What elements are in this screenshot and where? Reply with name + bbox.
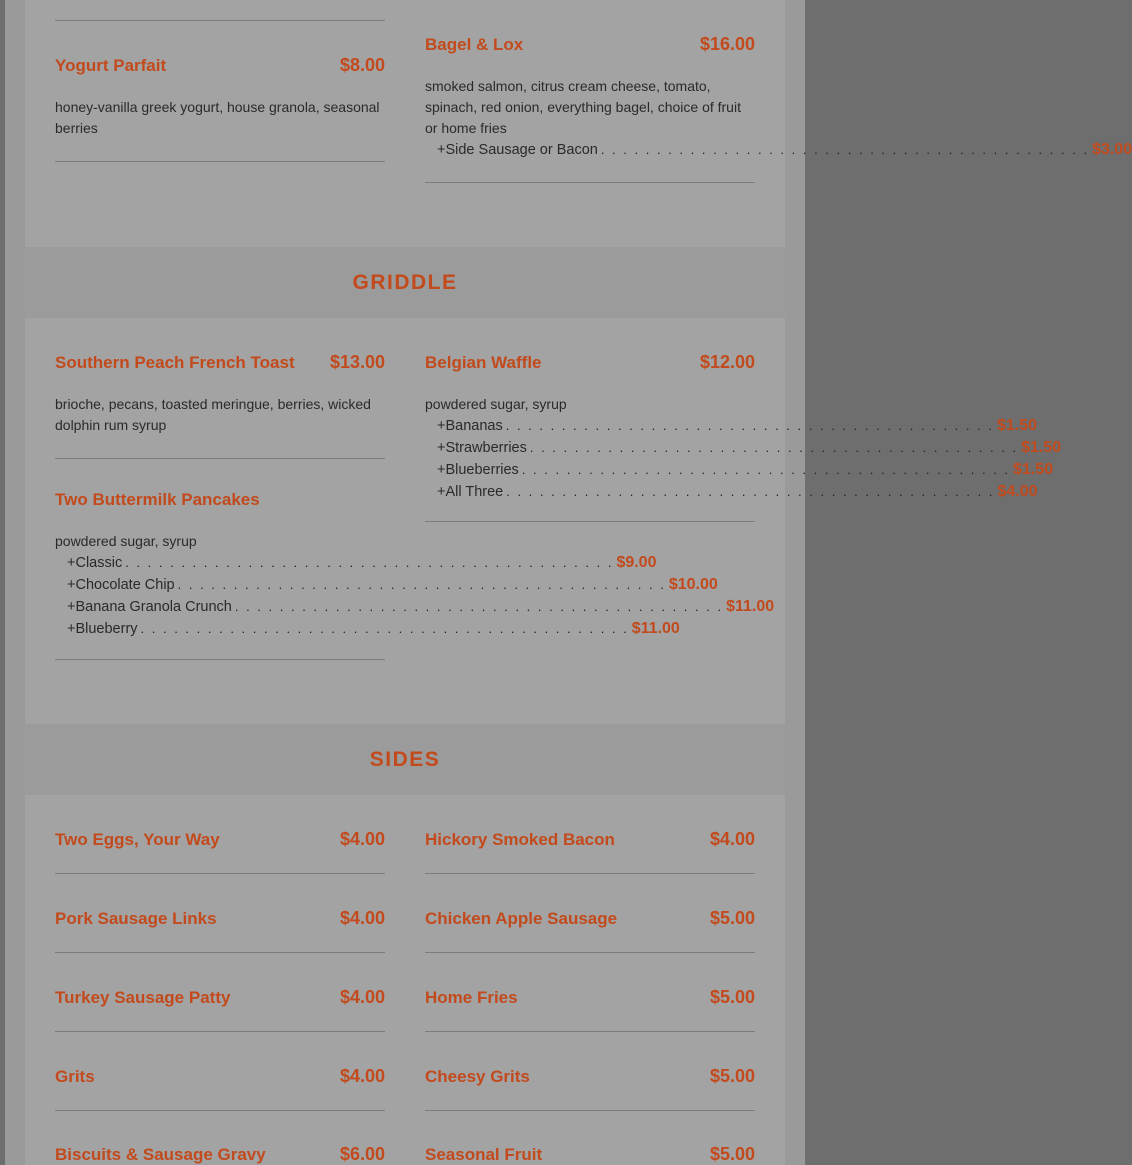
addon-price: $11.00 [726,598,775,615]
divider [55,952,385,953]
item-price: $4.00 [709,829,755,849]
item-description: brioche, pecans, toasted meringue, berries, wicked dolphin rum syrup [55,396,371,433]
addon-price: $10.00 [668,576,718,593]
divider [425,182,755,183]
divider [425,1110,755,1111]
item-price: $4.00 [339,1066,385,1086]
addon-label: Classic [75,555,123,571]
divider [55,20,385,21]
item-name: Southern Peach French Toast [55,353,295,372]
item-price: $5.00 [709,908,755,928]
divider [55,1031,385,1032]
menu-item-bagel-lox[interactable] [425,34,1132,161]
item-price: $12.00 [699,352,755,372]
menu-item-french-toast[interactable] [55,352,385,436]
item-price: $4.00 [339,829,385,849]
menu-item-belgian-waffle[interactable] [425,352,1062,503]
item-name: Two Eggs, Your Way [55,830,220,849]
menu-item-side[interactable] [55,1066,385,1087]
item-name: Cheesy Grits [425,1067,530,1086]
item-description: powdered sugar, syrup [425,396,567,412]
menu-item-side[interactable] [425,829,755,850]
addon-row [425,415,1037,437]
item-price: $8.00 [339,55,385,75]
divider [55,161,385,162]
addon-price: $1.50 [996,417,1037,434]
addon-row [425,459,1054,481]
plus-icon: + [67,599,76,615]
item-price: $6.00 [339,1144,385,1164]
item-price: $4.00 [339,908,385,928]
item-name: Chicken Apple Sausage [425,909,618,928]
divider [55,458,385,459]
addon-price: $3.00 [1092,141,1132,158]
plus-icon: + [437,418,446,434]
item-name: Bagel & Lox [425,35,524,54]
item-name: Home Fries [425,988,518,1007]
divider [425,1031,755,1032]
dot-leader: . . . . . . . . . . . . . . . . . . . . . . . . . . . . . . . . . . . . . . . . . . . . [529,440,1019,455]
plus-icon: + [437,440,446,456]
plus-icon: + [437,462,446,478]
item-name: Turkey Sausage Patty [55,988,231,1007]
item-description: smoked salmon, citrus cream cheese, tomato, spinach, red onion, everything bagel, choice of fruit or home fries [425,78,741,136]
menu-item-side[interactable] [425,908,755,929]
menu-item-side[interactable] [55,987,385,1008]
item-name: Yogurt Parfait [55,56,167,75]
menu-item-side[interactable] [425,1144,755,1165]
menu-item-side[interactable] [55,1144,385,1165]
addon-row [55,618,680,640]
addon-label: Side Sausage or Bacon [445,142,598,158]
menu-item-yogurt-parfait[interactable] [55,55,385,139]
item-price: $5.00 [709,1144,755,1164]
item-price: $5.00 [709,1066,755,1086]
top-section [25,0,1132,247]
divider [55,659,385,660]
addon-row [425,139,1132,161]
item-price: $16.00 [699,34,755,54]
addon-label: All Three [445,484,504,500]
addon-label: Banana Granola Crunch [75,599,232,615]
menu-item-side[interactable] [55,829,385,850]
addon-price: $9.00 [616,554,657,571]
dot-leader: . . . . . . . . . . . . . . . . . . . . . . . . . . . . . . . . . . . . . . . . . . . . [140,621,629,636]
item-name: Hickory Smoked Bacon [425,830,615,849]
addon-label: Bananas [445,418,503,434]
divider [425,952,755,953]
dot-leader: . . . . . . . . . . . . . . . . . . . . . . . . . . . . . . . . . . . . . . . . . . . . [125,555,614,570]
addon-price: $11.00 [631,620,680,637]
plus-icon: + [67,555,76,571]
dot-leader: . . . . . . . . . . . . . . . . . . . . . . . . . . . . . . . . . . . . . . . . . . . . [600,142,1090,157]
menu-item-side[interactable] [425,1066,755,1087]
addon-price: $1.50 [1021,439,1062,456]
item-name: Biscuits & Sausage Gravy [55,1145,266,1164]
sides-section [25,795,785,1165]
griddle-section [25,318,1062,724]
section-title: SIDES [369,747,441,771]
addon-label: Strawberries [445,440,527,456]
dot-leader: . . . . . . . . . . . . . . . . . . . . . . . . . . . . . . . . . . . . . . . . . . . . [506,484,995,499]
dot-leader: . . . . . . . . . . . . . . . . . . . . . . . . . . . . . . . . . . . . . . . . . . . . [234,599,724,614]
divider [425,873,755,874]
dot-leader: . . . . . . . . . . . . . . . . . . . . . . . . . . . . . . . . . . . . . . . . . . . . [505,418,994,433]
addon-row [425,437,1062,459]
addon-row [55,552,657,574]
item-description: honey-vanilla greek yogurt, house granola, seasonal berries [55,99,380,136]
addon-row [55,574,718,596]
item-price: $13.00 [329,352,385,372]
plus-icon: + [437,484,446,500]
section-title: GRIDDLE [352,270,458,294]
addon-price: $1.50 [1013,461,1054,478]
addon-label: Chocolate Chip [75,577,175,593]
item-name: Pork Sausage Links [55,909,217,928]
item-name: Grits [55,1067,95,1086]
addon-price: $4.00 [997,483,1038,500]
plus-icon: + [67,577,76,593]
addon-row [55,596,775,618]
divider [55,1110,385,1111]
item-description: powdered sugar, syrup [55,533,197,549]
divider [55,873,385,874]
item-price: $4.00 [339,987,385,1007]
item-name: Seasonal Fruit [425,1145,543,1164]
section-header-sides [25,724,785,795]
plus-icon: + [437,142,446,158]
menu-item-side[interactable] [425,987,755,1008]
addon-label: Blueberry [75,621,138,637]
menu-item-side[interactable] [55,908,385,929]
item-name: Belgian Waffle [425,353,542,372]
dot-leader: . . . . . . . . . . . . . . . . . . . . . . . . . . . . . . . . . . . . . . . . . . . . [177,577,666,592]
divider [425,521,755,522]
item-name: Two Buttermilk Pancakes [55,490,260,509]
addon-label: Blueberries [445,462,519,478]
dot-leader: . . . . . . . . . . . . . . . . . . . . . . . . . . . . . . . . . . . . . . . . . . . . [521,462,1011,477]
plus-icon: + [67,621,76,637]
item-price: $5.00 [709,987,755,1007]
addon-row [425,481,1038,503]
section-header-griddle [25,247,785,318]
